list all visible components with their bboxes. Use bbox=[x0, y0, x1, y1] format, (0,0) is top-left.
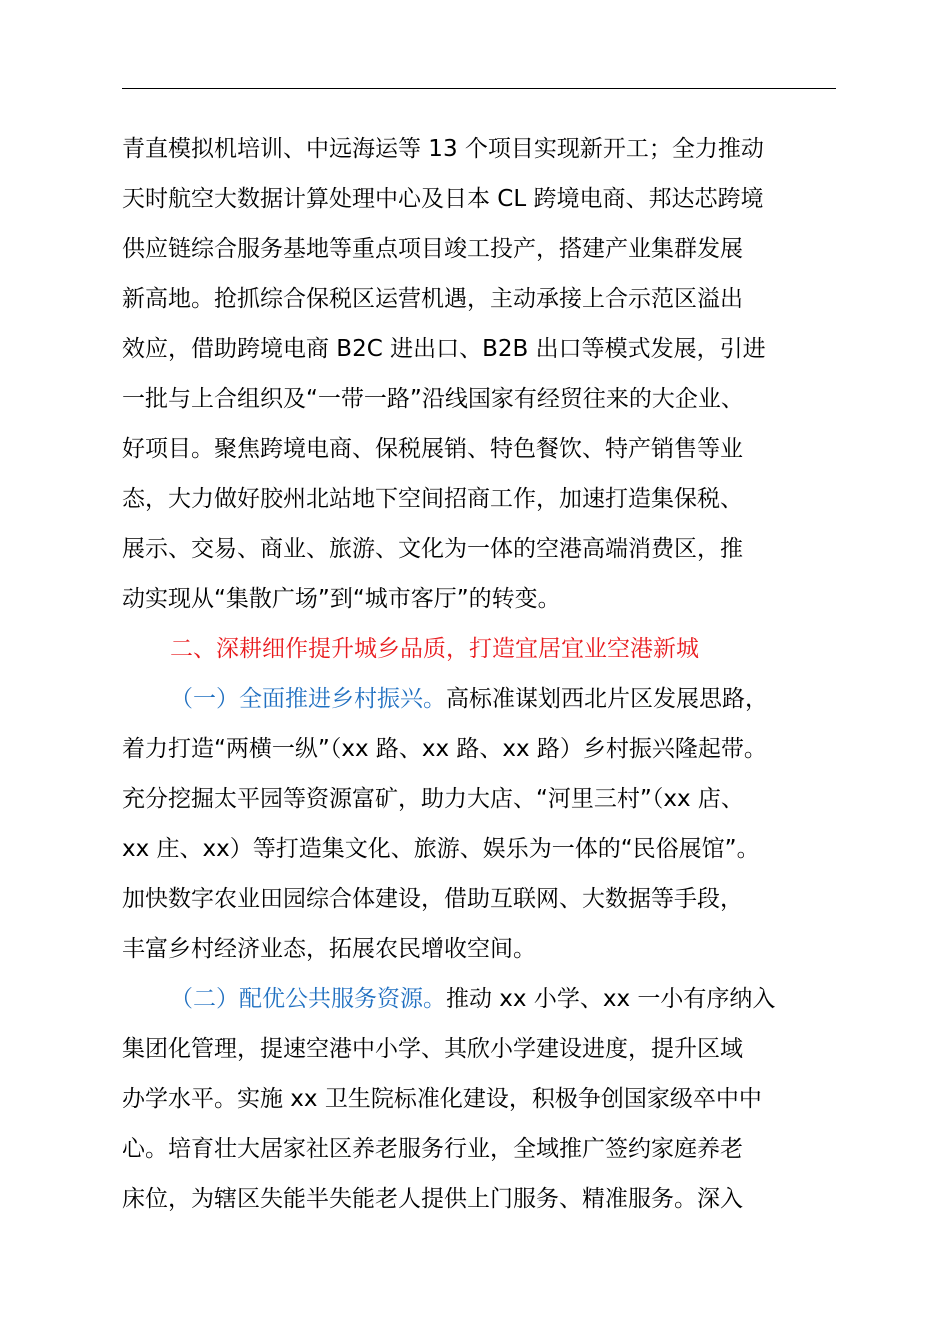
text-line bbox=[122, 674, 838, 724]
text-line: 集团化管理，提速空港中小学、其欣小学建设进度，提升区域 bbox=[122, 1036, 743, 1062]
subsection-title: （一）全面推进乡村振兴。 bbox=[170, 686, 446, 712]
text-run: 推动 xx 小学、xx 一小有序纳入 bbox=[446, 986, 776, 1012]
header-rule bbox=[122, 88, 836, 89]
text-line: 新高地。抢抓综合保税区运营机遇，主动承接上合示范区溢出 bbox=[122, 286, 743, 312]
text-line: 态，大力做好胶州北站地下空间招商工作，加速打造集保税、 bbox=[122, 486, 743, 512]
text-line: 动实现从“集散广场”到“城市客厅”的转变。 bbox=[122, 586, 561, 612]
text-line: xx 庄、xx）等打造集文化、旅游、娱乐为一体的“民俗展馆”。 bbox=[122, 836, 760, 862]
text-run: 高标准谋划西北片区发展思路， bbox=[446, 686, 768, 712]
text-line: 办学水平。实施 xx 卫生院标准化建设，积极争创国家级卒中中 bbox=[122, 1086, 762, 1112]
text-line: 展示、交易、商业、旅游、文化为一体的空港高端消费区，推 bbox=[122, 536, 743, 562]
text-line: 着力打造“两横一纵”（xx 路、xx 路、xx 路）乡村振兴隆起带。 bbox=[122, 736, 767, 762]
text-line: 青直模拟机培训、中远海运等 13 个项目实现新开工；全力推动 bbox=[122, 136, 764, 162]
document-body bbox=[122, 124, 838, 1224]
text-line: 供应链综合服务基地等重点项目竣工投产，搭建产业集群发展 bbox=[122, 236, 743, 262]
text-line bbox=[122, 974, 838, 1024]
paragraph-section-1 bbox=[122, 674, 838, 974]
text-line: 床位，为辖区失能半失能老人提供上门服务、精准服务。深入 bbox=[122, 1186, 743, 1212]
text-line: 加快数字农业田园综合体建设，借助互联网、大数据等手段， bbox=[122, 886, 743, 912]
text-line: 天时航空大数据计算处理中心及日本 CL 跨境电商、邦达芯跨境 bbox=[122, 186, 764, 212]
text-line: 效应，借助跨境电商 B2C 进出口、B2B 出口等模式发展，引进 bbox=[122, 336, 766, 362]
paragraph-1 bbox=[122, 124, 838, 624]
text-line: 心。培育壮大居家社区养老服务行业，全域推广签约家庭养老 bbox=[122, 1136, 743, 1162]
text-line: 丰富乡村经济业态，拓展农民增收空间。 bbox=[122, 936, 536, 962]
subsection-title: （二）配优公共服务资源。 bbox=[170, 986, 446, 1012]
paragraph-section-2 bbox=[122, 974, 838, 1224]
text-line: 好项目。聚焦跨境电商、保税展销、特色餐饮、特产销售等业 bbox=[122, 436, 743, 462]
text-line: 充分挖掘太平园等资源富矿，助力大店、“河里三村”（xx 店、 bbox=[122, 786, 744, 812]
text-line: 一批与上合组织及“一带一路”沿线国家有经贸往来的大企业、 bbox=[122, 386, 744, 412]
section-heading: 二、深耕细作提升城乡品质，打造宜居宜业空港新城 bbox=[170, 636, 699, 662]
